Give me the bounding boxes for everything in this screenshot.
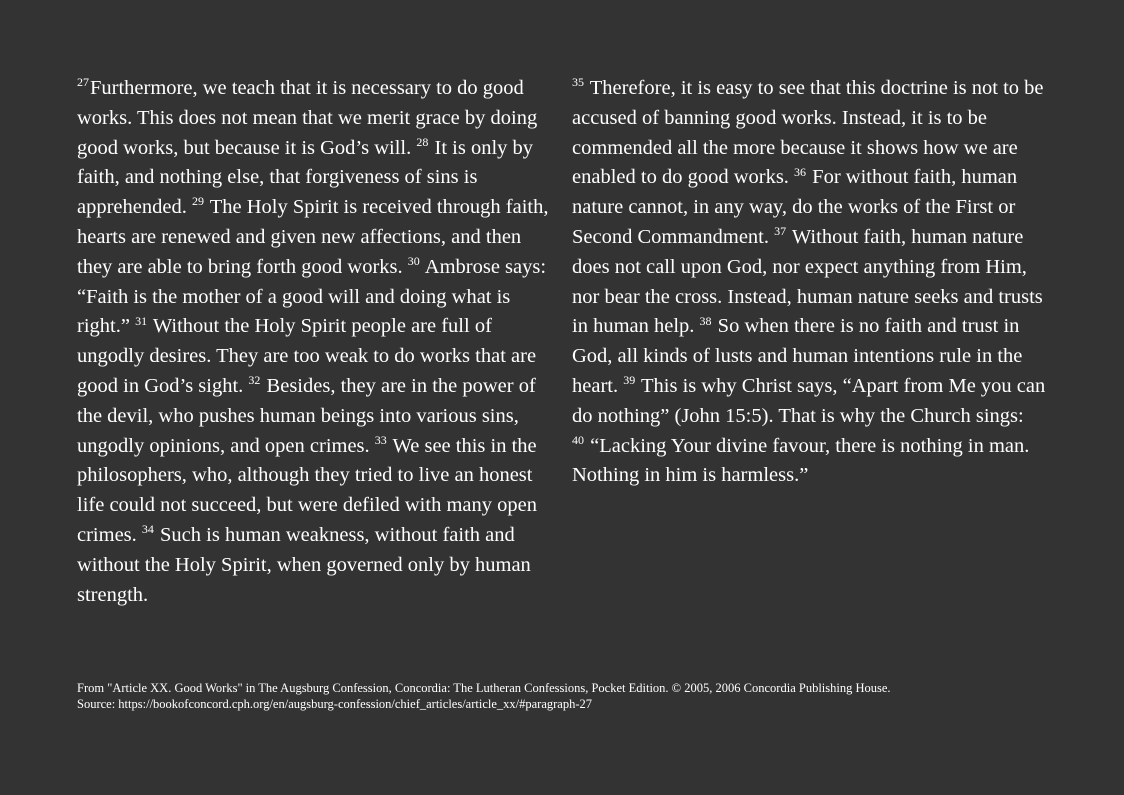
verse-text: Without faith, human nature does not call upon God, nor expect anything from Him, nor bear the cross. Instead, human nature seeks and trusts in human help. xyxy=(572,225,1043,338)
verse-number: 35 xyxy=(572,75,584,90)
verse-number: 27 xyxy=(77,75,89,90)
verse-number: 32 xyxy=(248,373,261,388)
verse-text: Such is human weakness, without faith and without the Holy Spirit, when governed only by human strength. xyxy=(77,523,531,606)
verse-text: Furthermore, we teach that it is necessary to do good works. This does not mean that we merit grace by doing good works, but because it is God’s will. xyxy=(77,77,538,159)
verse-number: 40 xyxy=(572,432,584,447)
verse-text: The Holy Spirit is received through faith, hearts are renewed and given new affections, and then they are able to bring forth good works. xyxy=(77,196,549,278)
verse-number: 28 xyxy=(416,134,429,149)
verse-number: 36 xyxy=(794,164,807,179)
verse-number: 37 xyxy=(774,224,787,239)
citation: From "Article XX. Good Works" in The Augsburg Confession, Concordia: The Lutheran Confessions, Pocket Edition. © 2005, 2006 Concordia Publishing House. xyxy=(77,681,891,695)
verse-text: For without faith, human nature cannot, in any way, do the works of the First or Second Commandment. xyxy=(572,166,1018,248)
verse-text: Without the Holy Spirit people are full of ungodly desires. They are too weak to do works that are good in God’s sight. xyxy=(77,315,537,397)
source-link: Source: https://bookofconcord.cph.org/en/augsburg-confession/chief_articles/article_xx/#paragraph-27 xyxy=(77,697,593,711)
left-column xyxy=(77,74,555,610)
verse-text: “Lacking Your divine favour, there is nothing in man. Nothing in him is harmless.” xyxy=(572,434,1030,487)
verse-text: Ambrose says: “Faith is the mother of a good will and doing what is right.” xyxy=(77,255,547,338)
verse-number: 38 xyxy=(699,313,712,328)
verse-number: 30 xyxy=(407,253,420,268)
verse-number: 33 xyxy=(374,432,387,447)
verse-number: 29 xyxy=(191,194,204,209)
verse-text: This is why Christ says, “Apart from Me you can do nothing” (John 15:5). That is why the Church sings: xyxy=(572,374,1046,427)
footer xyxy=(77,680,891,712)
verse-number: 39 xyxy=(623,373,636,388)
verse-text: Therefore, it is easy to see that this doctrine is not to be accused of banning good works. Instead, it is to be commended all the more because it shows how we are enabled to do good works. xyxy=(572,77,1044,189)
verse-text: So when there is no faith and trust in God, all kinds of lusts and human intentions rule in the heart. xyxy=(572,315,1023,397)
verse-text: It is only by faith, and nothing else, that forgiveness of sins is apprehended. xyxy=(77,136,534,219)
verse-number: 31 xyxy=(135,313,148,328)
verse-text: Besides, they are in the power of the devil, who pushes human beings into various sins, ungodly opinions, and open crimes. xyxy=(77,374,536,457)
verse-text: We see this in the philosophers, who, although they tried to live an honest life could not succeed, but were defiled with many open crimes. xyxy=(77,434,537,546)
right-column xyxy=(572,74,1050,491)
verse-number: 34 xyxy=(141,522,154,537)
